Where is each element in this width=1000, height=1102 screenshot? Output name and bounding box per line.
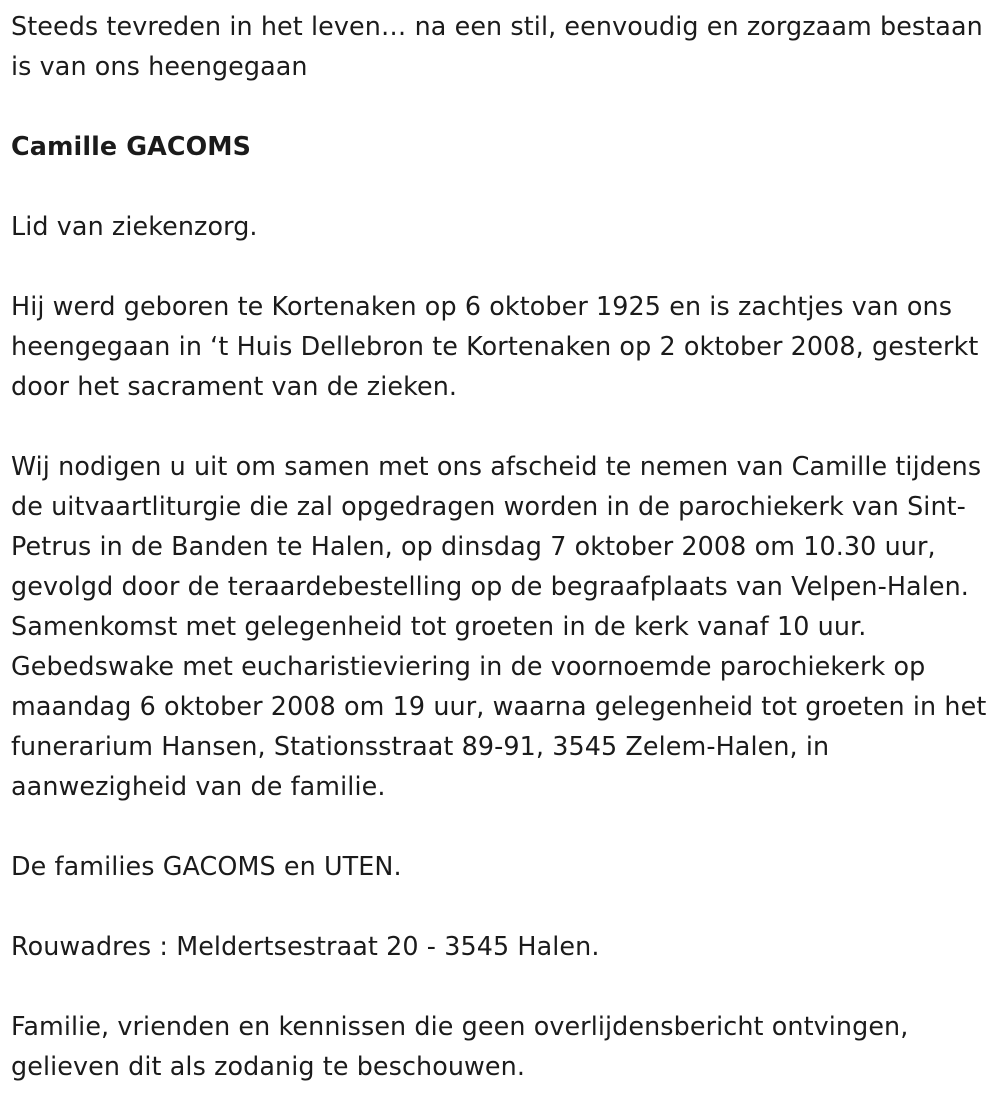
deceased-name: Camille GACOMS [11, 131, 252, 161]
death-notice [11, 6, 991, 1086]
closing-text: Familie, vrienden en kennissen die geen overlijdensbericht ontvingen, gelieven dit als zodanig te beschouwen. [11, 1011, 909, 1081]
families-text: De families GACOMS en UTEN. [11, 851, 402, 881]
intro-text: Steeds tevreden in het leven… na een stil, eenvoudig en zorgzaam bestaan is van ons heengegaan [11, 11, 983, 81]
funeral-invitation-text: Wij nodigen u uit om samen met ons afscheid te nemen van Camille tijdens de uitvaartliturgie die zal opgedragen worden in de parochiekerk van Sint-Petrus in de Banden te Halen, op dinsdag 7 oktober 2008 om 10.30 uur, gevolgd door de teraardebestelling op de begraafplaats van Velpen-Halen. Samenkomst met gelegenheid tot groeten in de kerk vanaf 10 uur. Gebedswake met eucharistieviering in de voornoemde parochiekerk op maandag 6 oktober 2008 om 19 uur, waarna gelegenheid tot groeten in het funerarium Hansen, Stationsstraat 89-91, 3545 Zelem-Halen, in aanwezigheid van de familie. [11, 451, 987, 801]
mourning-address: Rouwadres : Meldertsestraat 20 - 3545 Halen. [11, 931, 600, 961]
membership-text: Lid van ziekenzorg. [11, 211, 258, 241]
birth-death-text: Hij werd geboren te Kortenaken op 6 oktober 1925 en is zachtjes van ons heengegaan in ‘t Huis Dellebron te Kortenaken op 2 oktober 2008, gesterkt door het sacrament van de zieken. [11, 291, 979, 401]
